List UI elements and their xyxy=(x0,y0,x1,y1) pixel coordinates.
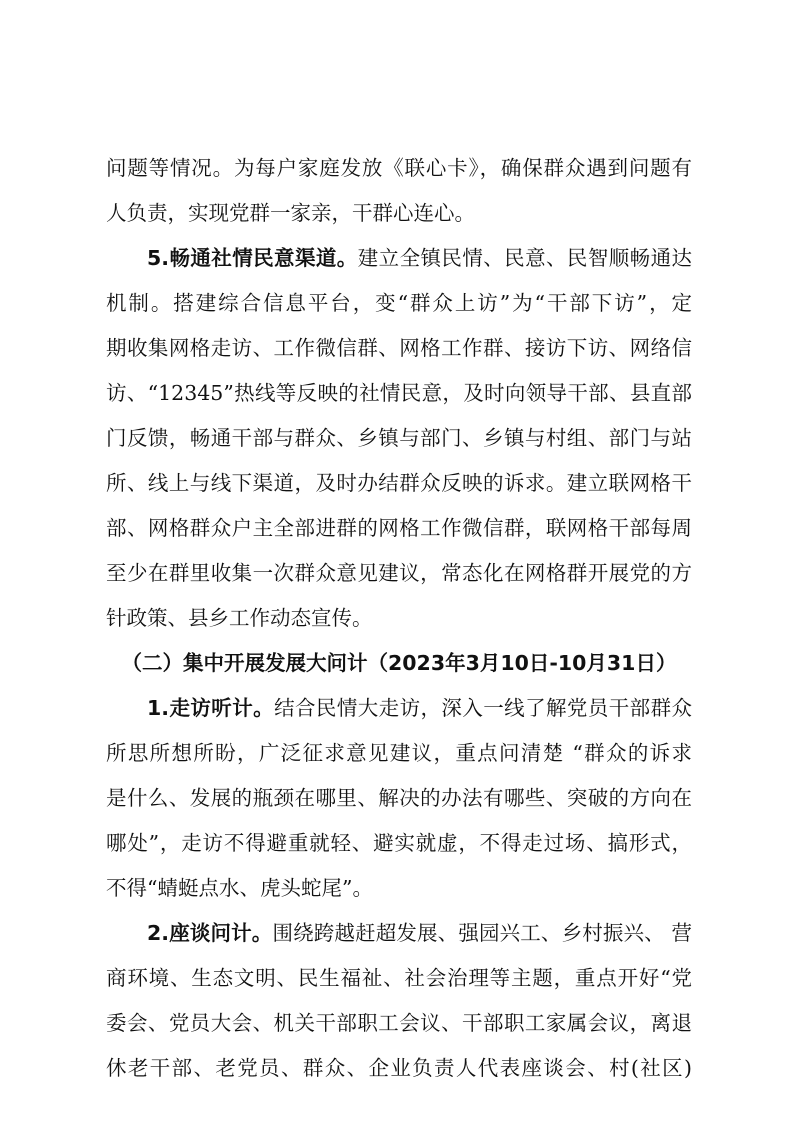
paragraph-line: 部、网格群众户主全部进群的网格工作微信群，联网格干部每周 xyxy=(106,516,692,540)
paragraph-line xyxy=(106,911,692,956)
paragraph-line: 哪处”，走访不得避重就轻、避实就虚，不得走过场、搞形式， xyxy=(106,831,692,855)
paragraph-line: 所、线上与线下渠道，及时办结群众反映的诉求。建立联网格干 xyxy=(106,471,692,495)
paragraph-text: 围绕跨越赶超发展、强园兴工、乡村振兴、 营 xyxy=(272,921,693,945)
paragraph-line: 是什么、发展的瓶颈在哪里、解决的办法有哪些、突破的方向在 xyxy=(106,786,692,810)
paragraph-line: 问题等情况。为每户家庭发放《联心卡》，确保群众遇到问题有 xyxy=(106,156,692,180)
paragraph-line: 商环境、生态文明、民生福祉、社会治理等主题，重点开好“党 xyxy=(106,966,692,990)
section-heading: （二）集中开展发展大问计（2023年3月10日-10月31日） xyxy=(121,651,677,675)
item-heading: 1.走访听计。 xyxy=(147,696,275,720)
paragraph-line: 门反馈，畅通干部与群众、乡镇与部门、乡镇与村组、部门与站 xyxy=(106,426,692,450)
paragraph-line: 至少在群里收集一次群众意见建议，常态化在网格群开展党的方 xyxy=(106,561,692,585)
paragraph-line: 人负责，实现党群一家亲，干群心连心。 xyxy=(106,201,475,225)
paragraph-line: 针政策、县乡工作动态宣传。 xyxy=(106,606,373,630)
paragraph-line: 所思所想所盼，广泛征求意见建议，重点问清楚 “群众的诉求 xyxy=(106,741,692,765)
paragraph-text: 结合民情大走访，深入一线了解党员干部群众 xyxy=(274,696,692,720)
paragraph-line: 机制。搭建综合信息平台，变“群众上访”为“干部下访”，定 xyxy=(106,291,692,315)
item-heading: 5.畅通社情民意渠道。 xyxy=(147,246,358,270)
paragraph-line xyxy=(106,686,692,731)
item-heading: 2.座谈问计。 xyxy=(147,921,273,945)
document-body xyxy=(106,146,692,1091)
paragraph-line: 休老干部、老党员、群众、企业负责人代表座谈会、村(社区) xyxy=(106,1056,692,1080)
paragraph-line: 不得“蜻蜓点水、虎头蛇尾”。 xyxy=(106,876,373,900)
paragraph-text: 建立全镇民情、民意、民智顺畅通达 xyxy=(357,246,692,270)
paragraph-line: 访、“12345”热线等反映的社情民意，及时向领导干部、县直部 xyxy=(106,381,692,405)
paragraph-line: 委会、党员大会、机关干部职工会议、干部职工家属会议，离退 xyxy=(106,1011,692,1035)
paragraph-line xyxy=(106,236,692,281)
paragraph-line: 期收集网格走访、工作微信群、网格工作群、接访下访、网络信 xyxy=(106,336,692,360)
